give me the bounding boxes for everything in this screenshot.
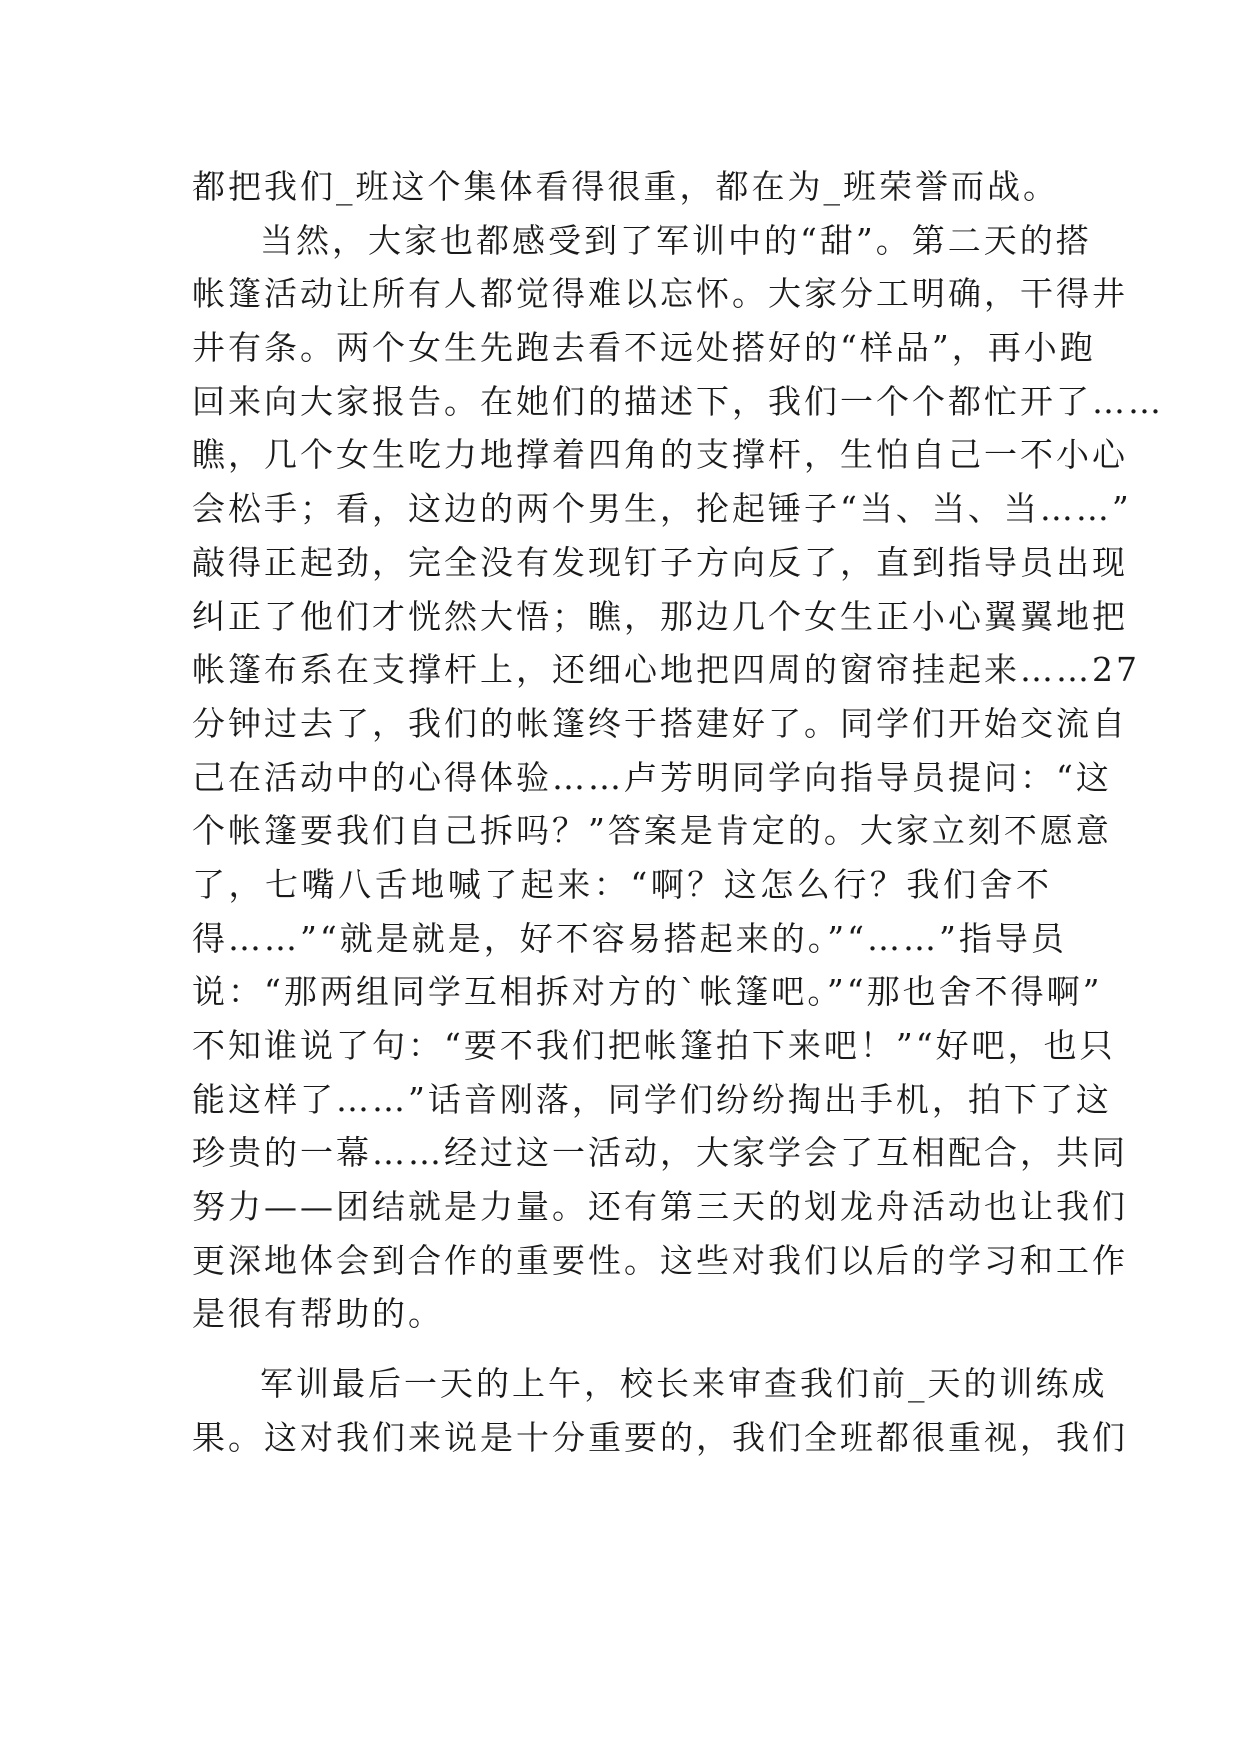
text-line: 是很有帮助的。 <box>192 1294 444 1334</box>
text-line: 得……”“就是就是，好不容易搭起来的。”“……”指导员 <box>192 918 1067 958</box>
text-line: 个帐篷要我们自己拆吗？”答案是肯定的。大家立刻不愿意 <box>192 811 1112 851</box>
text-line: 瞧，几个女生吃力地撑着四角的支撑杆，生怕自己一不小心 <box>192 435 1128 475</box>
text-line: 说：“那两组同学互相拆对方的`帐篷吧。”“那也舍不得啊” <box>192 972 1103 1012</box>
text-line: 分钟过去了，我们的帐篷终于搭建好了。同学们开始交流自 <box>192 703 1128 743</box>
document-body <box>192 160 1164 1465</box>
text-line: 井有条。两个女生先跑去看不远处搭好的“样品”，再小跑 <box>192 328 1096 368</box>
text-line: 能这样了……”话音刚落，同学们纷纷掏出手机，拍下了这 <box>192 1079 1112 1119</box>
text-line: 果。这对我们来说是十分重要的，我们全班都很重视，我们 <box>192 1417 1128 1457</box>
text-line: 帐篷活动让所有人都觉得难以忘怀。大家分工明确，干得井 <box>192 274 1128 314</box>
text-line: 珍贵的一幕……经过这一活动，大家学会了互相配合，共同 <box>192 1133 1128 1173</box>
text-line: 己在活动中的心得体验……卢芳明同学向指导员提问：“这 <box>192 757 1112 797</box>
text-line: 都把我们_班这个集体看得很重，都在为_班荣誉而战。 <box>192 167 1059 206</box>
paragraph-first-line: 军训最后一天的上午，校长来审查我们前_天的训练成 <box>260 1364 1108 1404</box>
text-line: 努力——团结就是力量。还有第三天的划龙舟活动也让我们 <box>192 1187 1128 1227</box>
paragraph-first-line: 当然，大家也都感受到了军训中的“甜”。第二天的搭 <box>260 220 1092 260</box>
text-line: 了，七嘴八舌地喊了起来：“啊？这怎么行？我们舍不 <box>192 864 1052 904</box>
text-line: 纠正了他们才恍然大悟；瞧，那边几个女生正小心翼翼地把 <box>192 596 1128 636</box>
text-line: 会松手；看，这边的两个男生，抡起锤子“当、当、当……” <box>192 489 1132 529</box>
text-line: 不知谁说了句：“要不我们把帐篷拍下来吧！”“好吧，也只 <box>192 1026 1116 1065</box>
text-line: 更深地体会到合作的重要性。这些对我们以后的学习和工作 <box>192 1240 1128 1280</box>
text-line: 帐篷布系在支撑杆上，还细心地把四周的窗帘挂起来……27 <box>192 650 1140 690</box>
text-line: 回来向大家报告。在她们的描述下，我们一个个都忙开了…… <box>192 381 1164 421</box>
text-line: 敲得正起劲，完全没有发现钉子方向反了，直到指导员出现 <box>192 542 1128 582</box>
